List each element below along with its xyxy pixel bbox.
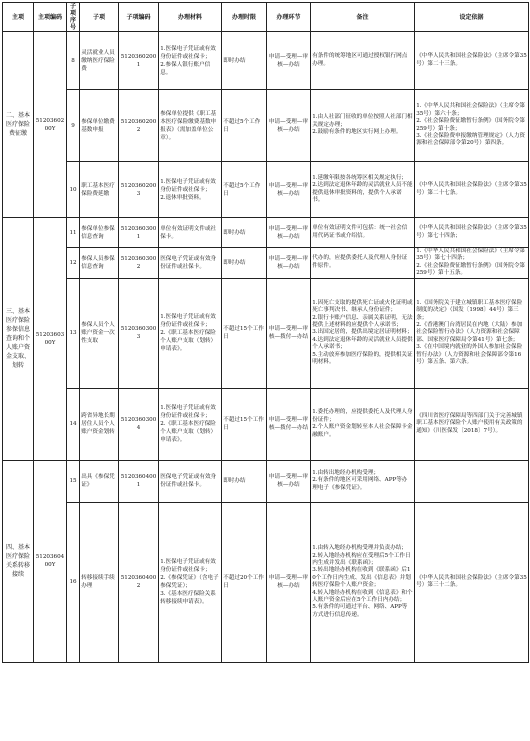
sub-item-cell: 参保单位参保信息查询 [80,218,119,248]
legal-basis-cell: 1.《国务院关于建立城镇职工基本医疗保险制度的决定》（国发〔1998〕44号）第三条； 2.《香港澳门台湾居民在内地（大陆）参加社会保险暂行办法》（人力资源和社会保障部、国家医疗保障局令第41号）第七条； 3.《在中国境内就业的外国人参加社会保险暂行办法》（人力资源和社会保障部令第16号）第五条、第六条。 [415,278,529,388]
table-row [3,162,529,218]
sub-no-cell: 12 [67,248,80,279]
time-limit-cell: 即时办结 [222,248,267,279]
remarks-cell: 1.由转入地经办机构受理并负责办结； 2.转入地经办机构应在受理后5个工作日内生成并发出《联系函》； 3.转出地经办机构在收到《联系函》后10个工作日内生成、发出《信息表》并划转医疗保险个人账户资金； 4.转入地经办机构在收到《信息表》和个人账户资金后应在5个工作日内办结； 5.有条件的可通过平台、网络、APP等方式进行信息传递。 [311,502,415,662]
legal-basis-cell: 《四川省医疗保障局等四部门关于完善城镇职工基本医疗保险个人账户使用有关政策的通知》（川医保发〔2018〕7号）。 [415,388,529,460]
sub-no-cell: 10 [67,162,80,218]
sub-item-cell: 参保人员参保信息查询 [80,248,119,279]
policy-table-sheet [2,2,528,737]
table-row [3,460,529,502]
steps-cell: 申请—受理—审核—办结 [267,162,311,218]
main-item-cell: 二、基本医疗保险费征缴 [3,32,34,218]
remarks-cell: 单位有效证明文件可包括：统一社会信用代码证书或介绍信。 [311,218,415,248]
steps-cell: 申请—受理—审核—拨付—办结 [267,388,311,460]
remarks-cell: 1.委托办理的，应提供委托人及代理人身份证件； 2.个人账户资金划转至本人社会保障卡金融账户。 [311,388,415,460]
table-header-row [3,3,529,32]
materials-cell: 1.医保电子凭证或有效身份证件或社保卡； 2.退休审批资料。 [159,162,222,218]
time-limit-cell: 不超过20个工作日 [222,502,267,662]
materials-cell: 医保电子凭证或有效身份证件或社保卡。 [159,460,222,502]
sub-no-cell: 9 [67,90,80,162]
sub-item-cell: 参保人员个人账户资金一次性支取 [80,278,119,388]
table-row [3,248,529,279]
steps-cell: 申请—受理—审核—办结 [267,460,311,502]
sub-code-cell: 51203603001 [119,218,159,248]
time-limit-cell: 即时办结 [222,32,267,90]
remarks-cell: 1.由转出地经办机构受理； 2.有条件的地区可采用网络、APP等办理电子《参保凭证》。 [311,460,415,502]
service-items-table [2,2,529,663]
header-sub-item: 子项 [80,3,119,32]
time-limit-cell: 即时办结 [222,218,267,248]
main-code-cell: 5120360200Y [34,32,67,218]
sub-item-cell: 参保单位缴费基数申报 [80,90,119,162]
header-sub-no: 子项序号 [67,3,80,32]
header-steps: 办理环节 [267,3,311,32]
main-code-cell: 5120360400Y [34,460,67,662]
steps-cell: 申请—受理—审核—办结 [267,90,311,162]
sub-no-cell: 15 [67,460,80,502]
table-row [3,278,529,388]
main-item-cell: 三、基本医疗保险参保信息查询和个人账户资金支取、划转 [3,218,34,461]
materials-cell: 1.医保电子凭证或有效身份证件或社保卡； 2.参保人银行账户信息。 [159,32,222,90]
remarks-cell: 有条件的统筹地区可通过授权银行网点办理。 [311,32,415,90]
time-limit-cell: 即时办结 [222,460,267,502]
time-limit-cell: 不超过15个工作日 [222,278,267,388]
legal-basis-cell: 《中华人民共和国社会保险法》（主席令第35号）第二十七条。 [415,162,529,218]
sub-code-cell: 51203602003 [119,162,159,218]
legal-basis-cell: 《中华人民共和国社会保险法》（主席令第35号）第七十四条； [415,218,529,248]
sub-item-cell: 出具《参保凭证》 [80,460,119,502]
sub-item-cell: 职工基本医疗保险费延缴 [80,162,119,218]
steps-cell: 申请—受理—审核—办结 [267,248,311,279]
header-materials: 办理材料 [159,3,222,32]
time-limit-cell: 不超过15个工作日 [222,388,267,460]
sub-no-cell: 8 [67,32,80,90]
sub-item-cell: 灵活就业人员缴纳医疗保险费 [80,32,119,90]
sub-no-cell: 13 [67,278,80,388]
header-time-limit: 办理时限 [222,3,267,32]
table-row [3,388,529,460]
sub-no-cell: 16 [67,502,80,662]
steps-cell: 申请—受理—审核—拨付—办结 [267,278,311,388]
remarks-cell: 1.由人社部门征收的单位按照人社部门相关规定办理； 2.鼓励有条件的地区实行网上办理。 [311,90,415,162]
materials-cell: 1.医保电子凭证或有效身份证件或社保卡； 2.《职工基本医疗保险个人账户支取（划转）申请表》。 [159,278,222,388]
main-code-cell: 5120360300Y [34,218,67,461]
legal-basis-cell: 1.《中华人民共和国社会保险法》（主席令第35号）第七十四条； 2.《社会保险费征缴暂行条例》（国务院令第259号）第十五条。 [415,248,529,279]
materials-cell: 参保单位提供《职工基本医疗保险缴费基数申报表》（需加盖单位公章）。 [159,90,222,162]
header-remarks: 备注 [311,3,415,32]
sub-code-cell: 51203604001 [119,460,159,502]
header-main-code: 主项编码 [34,3,67,32]
main-item-cell: 四、基本医疗保险关系转移接续 [3,460,34,662]
sub-code-cell: 51203602002 [119,90,159,162]
time-limit-cell: 不超过5个工作日 [222,90,267,162]
legal-basis-cell: 1.《中华人民共和国社会保险法》（主席令第35号）第六十条； 2.《社会保险费征缴暂行条例》（国务院令第259号）第十条； 3.《社会保险费申报缴纳管理规定》（人力资源和社会保障部令第20号）第四条。 [415,90,529,162]
table-row [3,90,529,162]
remarks-cell: 1.因死亡支取的提供死亡证或火化证明或死亡事判决书、继承人身份证件； 2.银行卡账户信息、亲属关系证明，无法提供上述材料的应提供个人承诺书； 3.出国定居的，提供出境定居证明材料； 4.达到法定退休年龄的灵活就业人员提供个人承诺书； 5.主动放弃参加医疗保险的，提供相关证明材料。 [311,278,415,388]
sub-code-cell: 51203604002 [119,502,159,662]
remarks-cell: 代办的，应提供委托人及代理人身份证件原件。 [311,248,415,279]
steps-cell: 申请—受理—审核—办结 [267,32,311,90]
sub-no-cell: 11 [67,218,80,248]
header-legal-basis: 设定依据 [415,3,529,32]
table-row [3,502,529,662]
materials-cell: 1.医保电子凭证或有效身份证件或社保卡； 2.《职工基本医疗保险个人账户支取（划转）申请表》。 [159,388,222,460]
materials-cell: 医保电子凭证或有效身份证件或社保卡。 [159,248,222,279]
header-sub-code: 子项编码 [119,3,159,32]
table-row [3,32,529,90]
sub-item-cell: 跨省异地长期居住人员个人账户资金划转 [80,388,119,460]
legal-basis-cell [415,460,529,502]
time-limit-cell: 不超过5个工作日 [222,162,267,218]
steps-cell: 申请—受理—审核—办结 [267,502,311,662]
header-main-item: 主项 [3,3,34,32]
legal-basis-cell: 《中华人民共和国社会保险法》（主席令第35号）第二十三条。 [415,32,529,90]
sub-code-cell: 51203603002 [119,248,159,279]
sub-item-cell: 转移接续手续办理 [80,502,119,662]
materials-cell: 单位有效证明文件或社保卡。 [159,218,222,248]
table-row [3,218,529,248]
sub-no-cell: 14 [67,388,80,460]
sub-code-cell: 51203602001 [119,32,159,90]
sub-code-cell: 51203603003 [119,278,159,388]
remarks-cell: 1.延缴年限按各统筹区相关规定执行； 2.达到法定退休年龄的灵活就业人员不能提供退休审批资料的，提供个人承诺书。 [311,162,415,218]
steps-cell: 申请—受理—审核—办结 [267,218,311,248]
materials-cell: 1.医保电子凭证或有效身份证件或社保卡； 2.《参保凭证》（含电子参保凭证）； 3.《基本医疗保险关系转移接续申请表》。 [159,502,222,662]
sub-code-cell: 51203603004 [119,388,159,460]
legal-basis-cell: 《中华人民共和国社会保险法》（主席令第35号）第三十二条。 [415,502,529,662]
